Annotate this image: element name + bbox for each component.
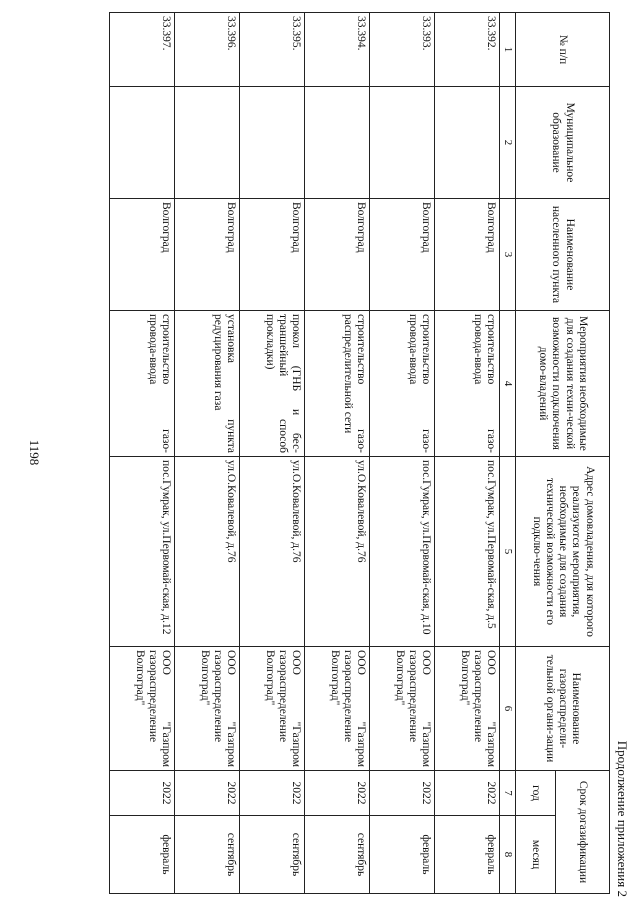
row-month: сентябрь [175,816,240,894]
row-num: 33.395. [240,13,305,87]
row-organization: ООО "Газпром газораспределение Волгоград" [370,647,435,771]
row-month: февраль [370,816,435,894]
header-month: месяц [516,816,556,894]
col-number: 7 [500,771,516,816]
header-num: № п/п [516,13,610,87]
header-measures: Мероприятия необходимые для создания техни-ческой возможности подключения домо-владений [516,311,610,457]
row-num: 33.392. [435,13,500,87]
row-year: 2022 [435,771,500,816]
row-address: ул.О.Ковалевой, д.76 [240,457,305,647]
row-address: пос.Гумрак, ул.Первомай-ская, д.10 [370,457,435,647]
row-municipality [110,87,175,199]
row-measure: установка пункта редуцирования газа [175,311,240,457]
row-address: пос.Гумрак, ул.Первомай-ская, д.12 [110,457,175,647]
gasification-table [109,12,610,894]
row-year: 2022 [110,771,175,816]
col-number: 1 [500,13,516,87]
row-municipality [305,87,370,199]
row-organization: ООО "Газпром газораспределение Волгоград" [110,647,175,771]
row-organization: ООО "Газпром газораспределение Волгоград" [435,647,500,771]
row-settlement: Волгоград [110,199,175,311]
row-month: февраль [110,816,175,894]
row-address: ул.О.Ковалевой, д.76 [305,457,370,647]
row-settlement: Волгоград [175,199,240,311]
row-measure: прокол (ГНБ и бес-траншейный способ прокладки) [240,311,305,457]
row-measure: строительство газо-провода-ввода [370,311,435,457]
row-settlement: Волгоград [240,199,305,311]
row-measure: строительство газо-провода-ввода [435,311,500,457]
row-address: пос.Гумрак, ул.Первомай-ская, д.5 [435,457,500,647]
row-year: 2022 [370,771,435,816]
col-number: 4 [500,311,516,457]
row-address: ул.О.Ковалевой, д.76 [175,457,240,647]
row-municipality [175,87,240,199]
row-num: 33.397. [110,13,175,87]
table-row [110,13,175,894]
row-num: 33.396. [175,13,240,87]
header-address: Адрес домовладения, для которого реализуются мероприятия, необходимые для создания технической возможности его подклю-чения [516,457,610,647]
col-number: 8 [500,816,516,894]
row-year: 2022 [305,771,370,816]
row-organization: ООО "Газпром газораспределение Волгоград" [175,647,240,771]
col-number: 3 [500,199,516,311]
row-month: сентябрь [305,816,370,894]
row-organization: ООО "Газпром газораспределение Волгоград" [240,647,305,771]
header-organization: Наименование газораспредели-тельной органи-зации [516,647,610,771]
col-number: 6 [500,647,516,771]
col-number: 5 [500,457,516,647]
row-settlement: Волгоград [435,199,500,311]
row-month: февраль [435,816,500,894]
row-month: сентябрь [240,816,305,894]
row-municipality [370,87,435,199]
row-settlement: Волгоград [370,199,435,311]
table-row [240,13,305,894]
table-row [435,13,500,894]
row-municipality [240,87,305,199]
col-number: 2 [500,87,516,199]
table-row [305,13,370,894]
header-municipality: Муниципальное образование [516,87,610,199]
row-num: 33.393. [370,13,435,87]
continuation-note: Продолжение приложения 2 [615,740,630,897]
row-settlement: Волгоград [305,199,370,311]
page-number: 1198 [27,439,42,466]
table-row [370,13,435,894]
table-row [175,13,240,894]
row-num: 33.394. [305,13,370,87]
header-settlement: Наименование населенного пункта [516,199,610,311]
row-municipality [435,87,500,199]
row-year: 2022 [175,771,240,816]
header-year: год [516,771,556,816]
row-measure: строительство газо-распределительной сети [305,311,370,457]
header-term: Срок догазификации [556,771,610,894]
row-organization: ООО "Газпром газораспределение Волгоград" [305,647,370,771]
row-measure: строительство газо-провода-ввода [110,311,175,457]
row-year: 2022 [240,771,305,816]
column-numbers-row [500,13,516,894]
